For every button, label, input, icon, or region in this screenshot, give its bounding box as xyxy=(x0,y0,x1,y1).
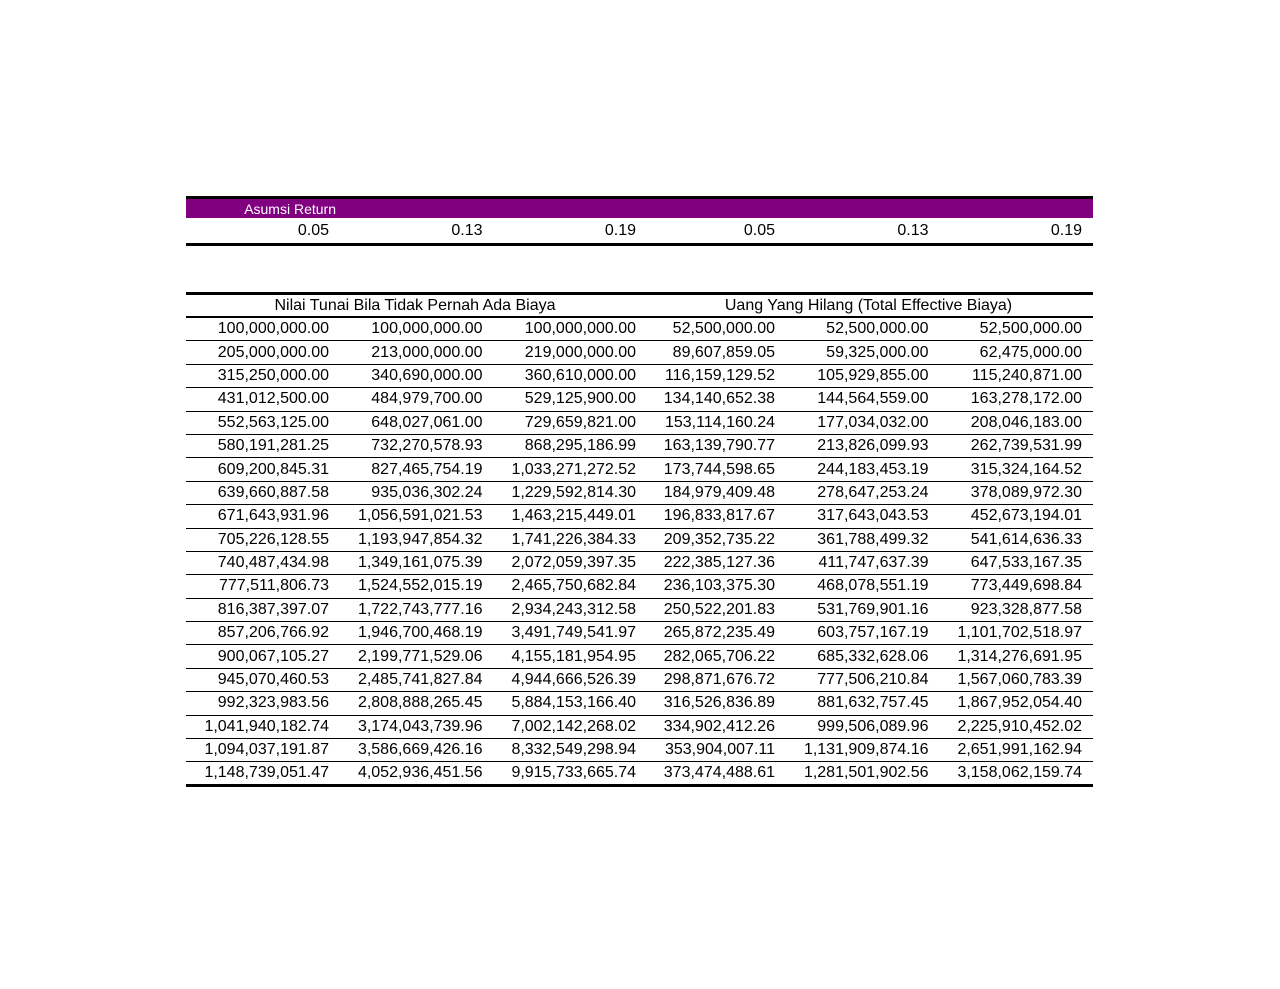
returns-row xyxy=(186,218,1093,246)
table-cell: 373,474,488.61 xyxy=(663,764,775,782)
table-cell: 361,788,499.32 xyxy=(817,530,929,548)
table-cell: 935,036,302.24 xyxy=(371,483,483,501)
table-cell: 134,140,652.38 xyxy=(663,390,775,408)
table-cell: 648,027,061.00 xyxy=(371,413,483,431)
table-cell: 552,563,125.00 xyxy=(217,413,329,431)
table-cell: 411,747,637.39 xyxy=(818,554,929,572)
table-row xyxy=(186,552,1093,575)
table-cell: 705,226,128.55 xyxy=(217,530,329,548)
table-cell: 265,872,235.49 xyxy=(663,624,775,642)
table-cell: 4,944,666,526.39 xyxy=(511,671,636,689)
table-cell: 647,533,167.35 xyxy=(970,554,1082,572)
table-row xyxy=(186,365,1093,388)
table-cell: 244,183,453.19 xyxy=(817,460,929,478)
table-cell: 999,506,089.96 xyxy=(817,717,929,735)
table-cell: 52,500,000.00 xyxy=(672,320,775,338)
table-cell: 732,270,578.93 xyxy=(371,437,483,455)
table-cell: 2,485,741,827.84 xyxy=(357,671,483,689)
table-cell: 531,769,901.16 xyxy=(817,600,929,618)
table-cell: 3,491,749,541.97 xyxy=(511,624,636,642)
table-cell: 115,240,871.00 xyxy=(971,366,1082,384)
table-cell: 317,643,043.53 xyxy=(817,507,929,525)
table-cell: 5,884,153,166.40 xyxy=(511,694,636,712)
header-cash-value: Nilai Tunai Bila Tidak Pernah Ada Biaya xyxy=(274,296,556,314)
table-cell: 316,526,836.89 xyxy=(663,694,775,712)
table-cell: 62,475,000.00 xyxy=(979,343,1082,361)
table-cell: 3,174,043,739.96 xyxy=(357,717,483,735)
table-cell: 1,094,037,191.87 xyxy=(204,741,329,759)
table-cell: 3,586,669,426.16 xyxy=(357,741,483,759)
table-cell: 431,012,500.00 xyxy=(217,390,329,408)
table-cell: 222,385,127.36 xyxy=(663,554,775,572)
table-cell: 105,929,855.00 xyxy=(817,366,929,384)
table-cell: 208,046,183.00 xyxy=(970,413,1082,431)
table-cell: 773,449,698.84 xyxy=(970,577,1082,595)
table-cell: 173,744,598.65 xyxy=(663,460,775,478)
table-cell: 816,387,397.07 xyxy=(217,600,329,618)
table-cell: 1,349,161,075.39 xyxy=(357,554,483,572)
table-cell: 945,070,460.53 xyxy=(217,671,329,689)
return-cell: 0.13 xyxy=(451,221,483,239)
table-cell: 163,278,172.00 xyxy=(970,390,1082,408)
table-row xyxy=(186,341,1093,364)
return-cell: 0.05 xyxy=(743,221,775,239)
table-row xyxy=(186,435,1093,458)
table-cell: 59,325,000.00 xyxy=(826,343,929,361)
table-cell: 1,281,501,902.56 xyxy=(803,764,929,782)
table-row xyxy=(186,762,1093,787)
table-cell: 452,673,194.01 xyxy=(970,507,1082,525)
table-cell: 777,511,806.73 xyxy=(218,577,329,595)
table-cell: 163,139,790.77 xyxy=(663,437,775,455)
table-cell: 7,002,142,268.02 xyxy=(511,717,636,735)
table-cell: 278,647,253.24 xyxy=(817,483,929,501)
table-cell: 1,741,226,384.33 xyxy=(511,530,636,548)
table-row xyxy=(186,529,1093,552)
table-cell: 100,000,000.00 xyxy=(524,320,636,338)
table-cell: 100,000,000.00 xyxy=(217,320,329,338)
table-cell: 205,000,000.00 xyxy=(217,343,329,361)
table-cell: 3,158,062,159.74 xyxy=(957,764,1082,782)
assumption-header-bar xyxy=(186,196,1093,218)
table-cell: 484,979,700.00 xyxy=(371,390,483,408)
table-cell: 639,660,887.58 xyxy=(217,483,329,501)
table-cell: 282,065,706.22 xyxy=(663,647,775,665)
table-row xyxy=(186,412,1093,435)
table-cell: 857,206,766.92 xyxy=(217,624,329,642)
assumption-label: Asumsi Return xyxy=(244,200,336,217)
table-cell: 100,000,000.00 xyxy=(371,320,483,338)
table-cell: 1,946,700,468.19 xyxy=(357,624,483,642)
table-cell: 236,103,375.30 xyxy=(663,577,775,595)
table-cell: 213,826,099.93 xyxy=(817,437,929,455)
table-cell: 209,352,735.22 xyxy=(663,530,775,548)
table-cell: 340,690,000.00 xyxy=(371,366,483,384)
table-cell: 1,041,940,182.74 xyxy=(204,717,329,735)
table-cell: 468,078,551.19 xyxy=(817,577,929,595)
table-row xyxy=(186,645,1093,668)
table-cell: 116,159,129.52 xyxy=(664,366,775,384)
table-cell: 1,524,552,015.19 xyxy=(357,577,483,595)
table-cell: 177,034,032.00 xyxy=(817,413,929,431)
return-cell: 0.19 xyxy=(1050,221,1082,239)
table-cell: 609,200,845.31 xyxy=(217,460,329,478)
table-cell: 213,000,000.00 xyxy=(371,343,483,361)
table-cell: 2,651,991,162.94 xyxy=(957,741,1082,759)
table-cell: 2,465,750,682.84 xyxy=(511,577,636,595)
table-row xyxy=(186,388,1093,411)
table-cell: 671,643,931.96 xyxy=(217,507,329,525)
header-lost-money: Uang Yang Hilang (Total Effective Biaya) xyxy=(724,296,1013,314)
table-cell: 315,324,164.52 xyxy=(970,460,1082,478)
table-cell: 1,722,743,777.16 xyxy=(357,600,483,618)
table-row xyxy=(186,716,1093,739)
projection-table xyxy=(186,292,1093,787)
table-cell: 4,155,181,954.95 xyxy=(511,647,636,665)
table-cell: 9,915,733,665.74 xyxy=(511,764,636,782)
table-cell: 1,463,215,449.01 xyxy=(511,507,636,525)
table-cell: 52,500,000.00 xyxy=(826,320,929,338)
table-cell: 2,934,243,312.58 xyxy=(511,600,636,618)
table-cell: 1,101,702,518.97 xyxy=(957,624,1082,642)
table-row xyxy=(186,318,1093,341)
table-cell: 144,564,559.00 xyxy=(817,390,929,408)
table-cell: 1,056,591,021.53 xyxy=(357,507,483,525)
table-row xyxy=(186,575,1093,598)
table-cell: 1,148,739,051.47 xyxy=(204,764,329,782)
table-cell: 89,607,859.05 xyxy=(672,343,775,361)
return-cell: 0.13 xyxy=(897,221,929,239)
table-cell: 868,295,186.99 xyxy=(524,437,636,455)
table-cell: 1,314,276,691.95 xyxy=(957,647,1082,665)
table-cell: 2,808,888,265.45 xyxy=(357,694,483,712)
table-cell: 1,193,947,854.32 xyxy=(357,530,483,548)
table-cell: 334,902,412.26 xyxy=(663,717,775,735)
table-row xyxy=(186,669,1093,692)
table-row xyxy=(186,599,1093,622)
table-cell: 298,871,676.72 xyxy=(663,671,775,689)
table-cell: 580,191,281.25 xyxy=(217,437,329,455)
table-cell: 777,506,210.84 xyxy=(817,671,929,689)
table-cell: 378,089,972.30 xyxy=(970,483,1082,501)
table-cell: 881,632,757.45 xyxy=(817,694,929,712)
table-cell: 2,199,771,529.06 xyxy=(357,647,483,665)
assumption-block xyxy=(186,196,1093,246)
table-cell: 219,000,000.00 xyxy=(524,343,636,361)
table-cell: 827,465,754.19 xyxy=(371,460,483,478)
table-cell: 2,225,910,452.02 xyxy=(957,717,1082,735)
table-cell: 900,067,105.27 xyxy=(217,647,329,665)
table-body xyxy=(186,318,1093,787)
table-cell: 315,250,000.00 xyxy=(217,366,329,384)
table-cell: 1,033,271,272.52 xyxy=(511,460,636,478)
table-cell: 529,125,900.00 xyxy=(524,390,636,408)
table-header-row xyxy=(186,292,1093,318)
table-cell: 992,323,983.56 xyxy=(217,694,329,712)
table-cell: 1,867,952,054.40 xyxy=(957,694,1082,712)
table-row xyxy=(186,505,1093,528)
table-cell: 2,072,059,397.35 xyxy=(511,554,636,572)
table-row xyxy=(186,739,1093,762)
table-cell: 740,487,434.98 xyxy=(217,554,329,572)
return-cell: 0.05 xyxy=(297,221,329,239)
table-cell: 685,332,628.06 xyxy=(817,647,929,665)
table-cell: 184,979,409.48 xyxy=(663,483,775,501)
table-cell: 262,739,531.99 xyxy=(970,437,1082,455)
return-cell: 0.19 xyxy=(604,221,636,239)
table-row xyxy=(186,482,1093,505)
table-cell: 250,522,201.83 xyxy=(663,600,775,618)
table-cell: 541,614,636.33 xyxy=(970,530,1082,548)
table-cell: 8,332,549,298.94 xyxy=(511,741,636,759)
table-cell: 360,610,000.00 xyxy=(524,366,636,384)
table-cell: 729,659,821.00 xyxy=(524,413,636,431)
table-cell: 1,229,592,814.30 xyxy=(511,483,636,501)
table-row xyxy=(186,458,1093,481)
table-cell: 353,904,007.11 xyxy=(664,741,775,759)
table-row xyxy=(186,622,1093,645)
table-cell: 4,052,936,451.56 xyxy=(357,764,483,782)
table-cell: 923,328,877.58 xyxy=(970,600,1082,618)
table-cell: 153,114,160.24 xyxy=(664,413,775,431)
table-cell: 52,500,000.00 xyxy=(979,320,1082,338)
table-row xyxy=(186,692,1093,715)
table-cell: 1,131,909,874.16 xyxy=(803,741,929,759)
table-cell: 1,567,060,783.39 xyxy=(957,671,1082,689)
table-cell: 603,757,167.19 xyxy=(817,624,929,642)
table-cell: 196,833,817.67 xyxy=(663,507,775,525)
